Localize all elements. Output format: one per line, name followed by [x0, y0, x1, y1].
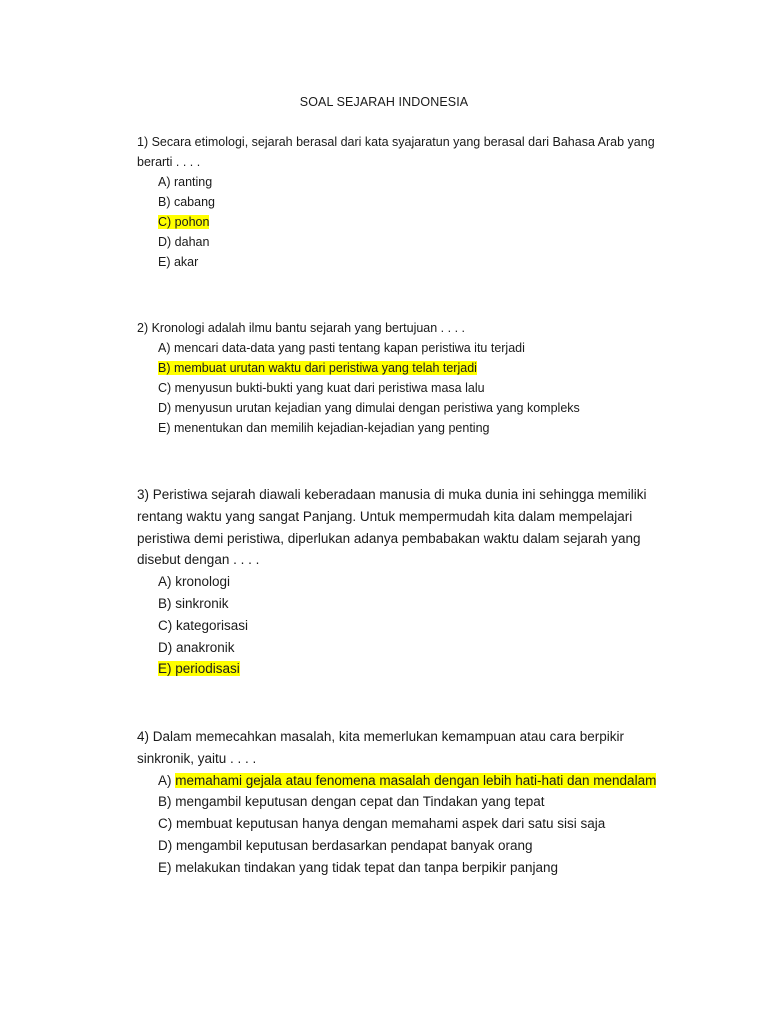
option-text: melakukan tindakan yang tidak tepat dan tanpa berpikir panjang	[175, 859, 559, 875]
option-b	[137, 593, 677, 615]
option-text: mencari data-data yang pasti tentang kapan peristiwa itu terjadi	[173, 341, 525, 355]
question-4-stem	[137, 726, 677, 770]
stem-line: disebut dengan . . . .	[137, 552, 260, 568]
option-prefix: A)	[158, 574, 176, 590]
option-e	[137, 252, 677, 272]
option-text: mengambil keputusan dengan cepat dan Tindakan yang tepat	[175, 794, 545, 810]
option-prefix: D)	[158, 639, 176, 655]
answer-highlight	[158, 215, 209, 229]
option-text: dahan	[174, 235, 210, 249]
option-prefix: E)	[158, 661, 176, 677]
option-e	[137, 658, 677, 680]
stem-line: 4) Dalam memecahkan masalah, kita memerlukan kemampuan atau cara berpikir	[137, 729, 624, 744]
option-prefix: D)	[158, 235, 175, 249]
option-e	[137, 857, 677, 879]
document-title: SOAL SEJARAH INDONESIA	[299, 95, 469, 109]
option-a	[137, 770, 677, 792]
option-prefix: B)	[158, 195, 174, 209]
option-d	[137, 232, 677, 252]
question-4	[137, 726, 677, 879]
stem-line: rentang waktu yang sangat Panjang. Untuk mempermudah kita dalam mempelajari	[137, 508, 633, 524]
answer-highlight	[175, 773, 656, 788]
option-c	[137, 378, 677, 398]
option-text: akar	[173, 255, 199, 269]
option-text: menentukan dan memilih kejadian-kejadian yang penting	[173, 421, 490, 435]
option-b	[137, 791, 677, 813]
option-prefix: B)	[158, 361, 174, 375]
option-text: menyusun bukti-bukti yang kuat dari peristiwa masa lalu	[174, 381, 485, 395]
option-e	[137, 418, 677, 438]
question-3	[137, 484, 677, 680]
option-prefix: C)	[158, 617, 176, 633]
question-3-options	[137, 571, 677, 680]
option-d	[137, 398, 677, 418]
option-a	[137, 172, 677, 192]
option-text: menyusun urutan kejadian yang dimulai dengan peristiwa yang kompleks	[174, 401, 580, 415]
option-prefix: C)	[158, 816, 176, 832]
option-prefix: C)	[158, 381, 175, 395]
question-1-options	[137, 172, 677, 272]
option-text: mengambil keputusan berdasarkan pendapat banyak orang	[176, 837, 533, 853]
option-d	[137, 637, 677, 659]
option-text: kronologi	[175, 574, 231, 590]
question-1	[137, 132, 677, 272]
option-prefix: A)	[158, 772, 176, 788]
option-text: memahami gejala atau fenomena masalah dengan lebih hati-hati dan mendalam	[175, 772, 657, 788]
option-text: cabang	[173, 195, 215, 209]
option-text: periodisasi	[175, 661, 240, 677]
option-prefix: B)	[158, 794, 176, 810]
option-a	[137, 571, 677, 593]
option-prefix: E)	[158, 859, 176, 875]
option-text: membuat keputusan hanya dengan memahami aspek dari satu sisi saja	[176, 816, 606, 832]
option-c	[137, 212, 677, 232]
option-prefix: A)	[158, 175, 174, 189]
option-prefix: B)	[158, 595, 176, 611]
option-prefix: E)	[158, 421, 174, 435]
stem-line: 2) Kronologi adalah ilmu bantu sejarah yang bertujuan . . . .	[137, 321, 465, 335]
option-text: pohon	[174, 215, 210, 229]
stem-line: 3) Peristiwa sejarah diawali keberadaan manusia di muka dunia ini sehingga memiliki	[137, 487, 647, 502]
stem-line: peristiwa demi peristiwa, diperlukan adanya pembabakan waktu dalam sejarah yang	[137, 530, 641, 546]
option-text: sinkronik	[175, 595, 229, 611]
question-2-options	[137, 338, 677, 438]
option-b	[137, 192, 677, 212]
question-2-stem	[137, 318, 677, 338]
option-text: anakronik	[176, 639, 235, 655]
question-1-stem	[137, 132, 677, 172]
option-text: membuat urutan waktu dari peristiwa yang telah terjadi	[173, 361, 477, 375]
option-c	[137, 615, 677, 637]
option-c	[137, 813, 677, 835]
question-3-stem	[137, 484, 677, 571]
option-text: ranting	[173, 175, 213, 189]
option-prefix: E)	[158, 255, 174, 269]
stem-line: sinkronik, yaitu . . . .	[137, 750, 257, 766]
option-b	[137, 358, 677, 378]
question-2	[137, 318, 677, 438]
answer-highlight	[158, 361, 477, 375]
option-prefix: D)	[158, 837, 176, 853]
option-a	[137, 338, 677, 358]
question-4-options	[137, 770, 677, 879]
option-text: kategorisasi	[176, 617, 249, 633]
stem-line: berarti . . . .	[137, 155, 201, 169]
answer-highlight	[158, 661, 240, 676]
option-prefix: C)	[158, 215, 175, 229]
option-prefix: A)	[158, 341, 174, 355]
option-d	[137, 835, 677, 857]
stem-line: 1) Secara etimologi, sejarah berasal dari kata syajaratun yang berasal dari Bahasa Arab yang	[137, 135, 655, 149]
option-prefix: D)	[158, 401, 175, 415]
